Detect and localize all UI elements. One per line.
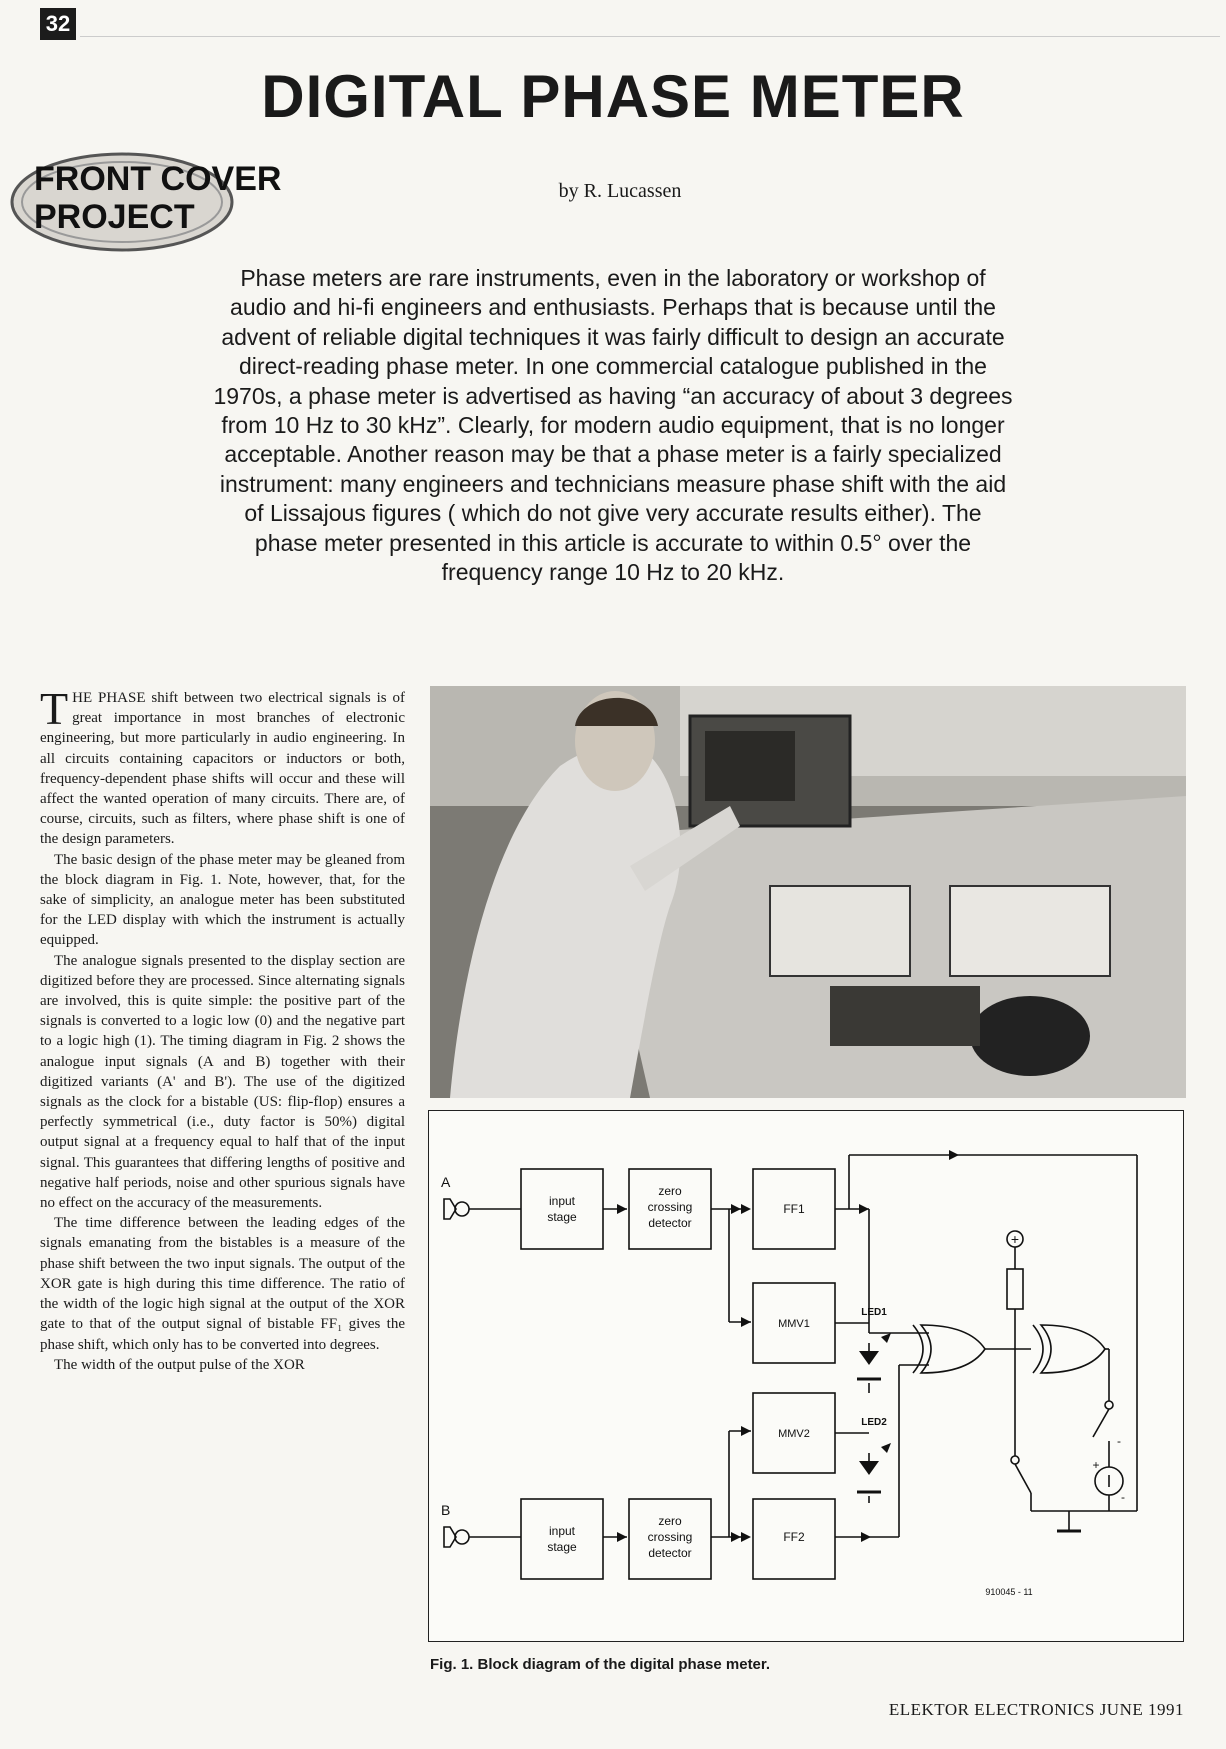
figure-caption: Fig. 1. Block diagram of the digital phase meter. — [430, 1656, 771, 1673]
mmv2-label: MMV2 — [778, 1428, 810, 1440]
badge-line2: PROJECT — [34, 198, 195, 236]
front-cover-photo — [430, 686, 1186, 1098]
xor-gate-2 — [1041, 1325, 1105, 1373]
intro-paragraph: Phase meters are rare instruments, even in the laboratory or workshop of audio and hi-fi engineers and enthusiasts. Perhaps that is because until the advent of reliable digital techniques it was fairly difficult to design an accurate direct-reading phase meter. In one commercial catalogue published in the 1970s, a phase meter is advertised as having “an accuracy of about 3 degrees from 10 Hz to 30 kHz”. Clearly, for modern audio equipment, that is no longer acceptable. Another reason may be that a phase meter is a fairly specialized instrument: many engineers and technicians measure phase shift with the aid of Lissajous figures ( which do not give very accurate results either). The phase meter presented in this article is accurate to within 0.5° over the frequency range 10 Hz to 20 kHz. — [213, 265, 1013, 586]
input-a-terminal — [455, 1202, 469, 1216]
meter-minus-label: - — [1121, 1490, 1125, 1504]
zero-crossing-b-line1: zero — [658, 1514, 682, 1528]
badge-line1: FRONT COVER — [34, 160, 282, 198]
byline: by R. Lucassen — [558, 180, 682, 202]
zero-crossing-a-line3: detector — [648, 1216, 692, 1230]
mmv1-label: MMV1 — [778, 1318, 810, 1330]
input-stage-a-line2: stage — [547, 1210, 577, 1224]
meter-plus-label: + — [1092, 1458, 1100, 1472]
body-paragraph-1: THE PHASE shift between two electrical signals is of great importance in most branches of electronic engineering, but more particularly in audio engineering. In all circuits containing capacitors or inductors or both, frequency-dependent phase shifts will occur and these will affect the wanted operation of many circuits. There are, of course, circuits, such as filters, where phase shift is one of the design parameters. — [40, 683, 405, 848]
drop-cap: T — [40, 683, 69, 734]
page-number: 32 — [40, 8, 76, 40]
body-paragraph-5: The width of the output pulse of the XOR — [54, 1356, 305, 1373]
front-cover-project-badge — [4, 140, 282, 256]
input-stage-a-block — [521, 1169, 603, 1249]
led2-icon — [859, 1461, 879, 1475]
range-switch-left — [1015, 1464, 1031, 1493]
pullup-resistor — [1007, 1269, 1023, 1309]
switch-minus-label: - — [1117, 1434, 1121, 1448]
article-title: DIGITAL PHASE METER — [261, 63, 965, 130]
zero-crossing-b-line2: crossing — [647, 1530, 693, 1544]
block-diagram-svg — [429, 1111, 1183, 1641]
input-stage-b-line2: stage — [547, 1540, 577, 1554]
supply-plus-label: + — [1010, 1231, 1020, 1247]
led1-label: LED1 — [861, 1307, 887, 1318]
ff2-label: FF2 — [783, 1530, 805, 1544]
block-diagram — [428, 1110, 1184, 1642]
figure-reference: 910045 - 11 — [985, 1587, 1033, 1597]
body-paragraph-4: The time difference between the leading edges of the signals emanating from the bistables is a measure of the phase shift between the two input signals. The output of the XOR gate is high during this time difference. The ratio of the width of the logic high signal at the output of the XOR gate to that of the output signal of bistable FF₁ gives the phase shift, which only has to be converted into degrees. — [40, 1215, 405, 1353]
page-footer: ELEKTOR ELECTRONICS JUNE 1991 — [888, 1700, 1184, 1719]
input-stage-b-block — [521, 1499, 603, 1579]
input-b-terminal — [455, 1530, 469, 1544]
range-switch-right — [1093, 1409, 1109, 1437]
body-paragraph-3: The analogue signals presented to the display section are digitized before they are processed. Since alternating signals are involved, this is quite simple: the positive part of the signals is converted to a logic low (0) and the negative part to a logic high (1). The timing diagram in Fig. 2 shows the analogue input signals (A and B) together with their digitized variants (A' and B'). The use of the digitized signals as the clock for a bistable (US: flip-flop) ensures a perfectly symmetrical (i.e., duty factor is 50%) digital output signal at a frequency equal to half that of the input signal. This guarantees that differing lengths of positive and negative half periods, noise and other spurious signals have no effect on the accuracy of the measurements. — [40, 952, 405, 1212]
zero-crossing-a-line2: crossing — [647, 1200, 693, 1214]
input-a-label: A — [441, 1174, 451, 1190]
zero-crossing-b-line3: detector — [648, 1546, 692, 1560]
zero-crossing-a-line1: zero — [658, 1184, 682, 1198]
input-stage-a-line1: input — [548, 1194, 576, 1208]
input-stage-b-line1: input — [548, 1524, 576, 1538]
ff1-label: FF1 — [783, 1202, 805, 1216]
body-column — [40, 683, 405, 1375]
led1-icon — [859, 1351, 879, 1365]
led2-label: LED2 — [861, 1417, 887, 1428]
input-b-label: B — [441, 1502, 451, 1518]
xor-gate-1 — [921, 1325, 985, 1373]
header-rule — [80, 36, 1220, 37]
body-paragraph-2: The basic design of the phase meter may be gleaned from the block diagram in Fig. 1. Note, however, that, for the sake of simplicity, an analogue meter has been substituted for the LED display with which the instrument is actually equipped. — [40, 851, 405, 949]
